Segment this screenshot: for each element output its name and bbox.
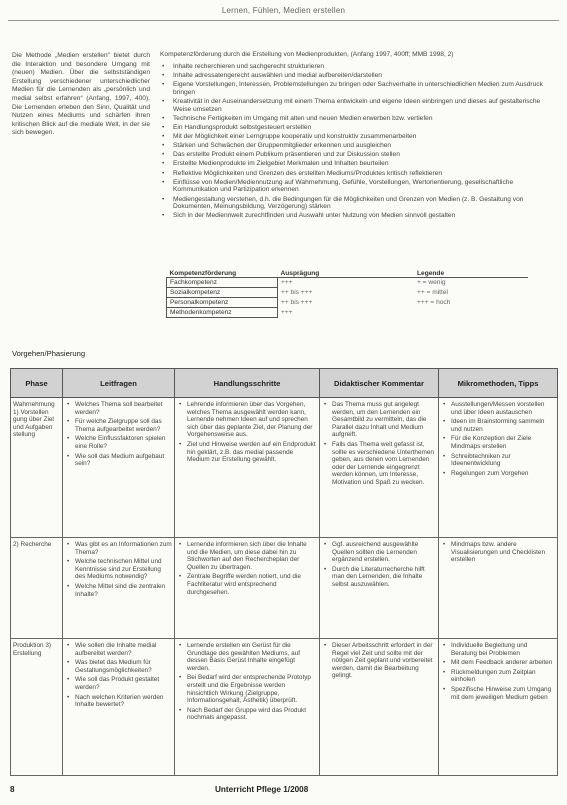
- competence-heading: Kompetenzförderung durch die Erstellung von Medienprodukten, (Anfang 1997, 400ff; MMB 1998, 2): [160, 51, 454, 58]
- kommentar-list: [322, 642, 436, 680]
- procedure-table-header: [11, 369, 558, 398]
- competence-cell: +++: [281, 279, 293, 287]
- table-row: [11, 639, 558, 776]
- competence-item: • Mediengestaltung verstehen, d.h. die Bedingungen für die Möglichkeiten und Grenzen von Medien (z. B. Gestaltung von Dokumenten, Meinungsbildung, Verzögerung) stärken: [160, 196, 558, 212]
- list-item: • Was gibt es an Informationen zum Thema?: [65, 541, 172, 556]
- leitfragen-cell: [63, 639, 175, 776]
- competence-row: [167, 278, 529, 288]
- leitfragen-list: [65, 401, 172, 468]
- list-item: • Das Thema muss gut angelegt werden, um den Lernenden ein Gesamtbild zu vermitteln, das die Parallel dazu Inhalt und Medium aufgreift.: [322, 401, 436, 439]
- competence-header-1: Kompetenzförderung: [167, 269, 278, 278]
- competence-item: • Reflektive Möglichkeiten und Grenzen des erstellten Mediums/Produktes kritisch reflektieren: [160, 170, 558, 178]
- list-item: • Regelungen zum Vorgehen: [441, 470, 555, 478]
- tipps-list: [441, 642, 555, 701]
- leitfragen-cell: [63, 398, 175, 538]
- list-item: • Welche technischen Mittel und Kenntnisse sind zur Erstellung des Mediums notwendig?: [65, 558, 172, 581]
- handlung-list: [177, 642, 317, 722]
- competence-cell: ++ bis +++: [281, 289, 313, 296]
- procedure-table-body: [11, 398, 558, 776]
- competence-cell: [414, 308, 528, 318]
- list-item: • Spezifische Hinweise zum Umgang mit dem jeweiligen Medium geben: [441, 686, 555, 701]
- procedure-table: [10, 368, 558, 776]
- competence-cell: ++ = mittel: [417, 289, 448, 296]
- handlung-cell: [175, 538, 320, 639]
- list-item: • Lernende erstellen ein Gerüst für die Grundlage des gewählten Mediums, auf dessen Basis Gerüst Inhalte eingefügt werden.: [177, 642, 317, 672]
- handlung-cell: [175, 398, 320, 538]
- handlung-list: [177, 541, 317, 596]
- phase-cell: Produktion 3) Erstellung: [11, 639, 63, 776]
- competence-item: • Stärken und Schwächen der Gruppenmitglieder erkennen und ausgleichen: [160, 142, 558, 150]
- leitfragen-list: [65, 642, 172, 709]
- table-row: [11, 398, 558, 538]
- list-item: • Ggf. ausreichend ausgewählte Quellen sollten die Lernenden ergänzend erstellen.: [322, 541, 436, 564]
- competence-item: • Inhalte recherchieren und sachgerecht strukturieren: [160, 63, 558, 71]
- competence-cell: Fachkompetenz: [167, 278, 278, 288]
- competence-cell: +++ = hoch: [417, 299, 451, 306]
- competence-item: • Technische Fertigkeiten im Umgang mit alten und neuen Medien erwerben bzw. vertiefen: [160, 115, 558, 123]
- section-title: Vorgehen/Phasierung: [12, 349, 86, 358]
- competence-cell: Sozialkompetenz: [167, 288, 278, 298]
- list-item: • Individuelle Begleitung und Beratung bei Problemen: [441, 642, 555, 657]
- kommentar-list: [322, 401, 436, 487]
- competence-row: [167, 298, 529, 308]
- column-header-phase: Phase: [11, 369, 63, 398]
- header-rule: [8, 20, 559, 21]
- phase-cell: Wahrnehmung 1) Vorstellen gung über Ziel und Aufgaben stellung: [11, 398, 63, 538]
- handlung-cell: [175, 639, 320, 776]
- kommentar-cell: [320, 398, 439, 538]
- tipps-cell: [439, 398, 558, 538]
- table-row: [11, 538, 558, 639]
- column-header-handlungsschritte: Handlungsschritte: [175, 369, 320, 398]
- list-item: • Wie sollen die Inhalte medial aufbereitet werden?: [65, 642, 172, 657]
- kommentar-list: [322, 541, 436, 589]
- tipps-cell: [439, 639, 558, 776]
- competence-item: • Einflüsse von Medien/Mediennutzung auf Wahrnehmung, Gefühle, Vorstellungen, Wertorientierung, gesellschaftliche Kommunikation und Partizipation erkennen: [160, 179, 558, 195]
- leitfragen-cell: [63, 538, 175, 639]
- list-item: • Für die Konzeption der Ziele Mindmaps erstellen: [441, 435, 555, 450]
- competence-item: • Erstellte Medienprodukte im Zielgebiet Merkmalen und Inhalten beurteilen: [160, 160, 558, 168]
- list-item: • Welche Mittel sind die zentralen Inhalte?: [65, 583, 172, 598]
- competence-item: • Ein Handlungsprodukt selbstgesteuert erstellen: [160, 124, 558, 132]
- list-item: • Wie soll das Medium aufgebaut sein?: [65, 453, 172, 468]
- intro-text: Die Methode „Medien erstellen“ bietet durch die Interaktion und besondere Umgang mit (neuen) Medien. Über die selbstständigen Erstellung verschiedener unterschiedlicher Medien für die Lernenden als „persönlich und medial selbst erfahren“ (Anfang, 1997, 400). Die Lernenden erleben den Sinn, Qualität und Nutzen eines Mediums und schärfen ihren kritischen Blick auf die mediale Welt, in der sie sich bewegen.: [12, 52, 150, 137]
- list-item: • Lernende informieren sich über die Inhalte und die Medien, um diese dabei hin zu Stichworten auf den Rechercheplan der Quellen zu übertragen.: [177, 541, 317, 571]
- journal-title: Unterricht Pflege 1/2008: [215, 785, 309, 794]
- competence-cell: ++ bis +++: [281, 299, 313, 306]
- list-item: • Welches Thema soll bearbeitet werden?: [65, 401, 172, 416]
- list-item: • Ausstellungen/Messen vorstellen und über Ideen austauschen: [441, 401, 555, 416]
- list-item: • Durch die Literaturrecherche hilft man den Lernenden, die Inhalte selbst auszuwählen.: [322, 566, 436, 589]
- competence-item: • Inhalte adressatengerecht auswählen und medial aufbereiten/darstellen: [160, 72, 558, 80]
- list-item: • Dieser Arbeitsschritt erfordert in der Regel viel Zeit und sollte mit der nötigen Zeit geplant und vorbereitet werden, damit die Bearbeitung gelingt.: [322, 642, 436, 680]
- list-item: • Bei Bedarf wird der entsprechende Prototyp erstellt und die Ergebnisse werden hinsichtlich Wirkung (Zielgruppe, Informationsgehalt, Ästhetik) überprüft.: [177, 674, 317, 704]
- list-item: • Nach welchen Kriterien werden Inhalte bewertet?: [65, 694, 172, 709]
- competence-header-2: Ausprägung: [278, 269, 415, 278]
- list-item: • Mindmaps bzw. andere Visualisierungen und Checklisten erstellen: [441, 541, 555, 564]
- running-header: Lernen, Fühlen, Medien erstellen: [221, 6, 346, 15]
- list-item: • Für welche Zielgruppe soll das Thema aufgearbeitet werden?: [65, 418, 172, 433]
- leitfragen-list: [65, 541, 172, 598]
- list-item: • Was bietet das Medium für Gestaltungsmöglichkeiten?: [65, 659, 172, 674]
- column-header-leitfragen: Leitfragen: [63, 369, 175, 398]
- competence-cell: +++: [281, 309, 293, 316]
- kommentar-cell: [320, 538, 439, 639]
- competence-cell: Methodenkompetenz: [167, 308, 278, 318]
- competence-item: • Das erstellte Produkt einem Publikum präsentieren und zur Diskussion stellen: [160, 151, 558, 159]
- handlung-list: [177, 401, 317, 464]
- list-item: • Ziel und Hinweise werden auf ein Endprodukt hin geklärt, z.B. das medial passende Medium zur Erstellung gewählt.: [177, 441, 317, 464]
- competence-item: • Eigene Vorstellungen, Interessen, Problemstellungen zu bringen oder Sachverhalte in unterschiedlichen Medien zum Ausdruck bringen: [160, 81, 558, 97]
- competence-section: [160, 51, 558, 222]
- page-number: 8: [10, 785, 15, 794]
- column-header-kommentar: Didaktischer Kommentar: [320, 369, 439, 398]
- competence-table-header: [167, 269, 529, 278]
- list-item: • Lehrende informieren über das Vorgehen, welches Thema ausgewählt werden kann, Lernende nehmen Ideen auf und sprechen sich über das geplante Ziel, der Planung der Vorgehensweise aus.: [177, 401, 317, 439]
- competence-cell: Personalkompetenz: [167, 298, 278, 308]
- competence-cell: + = wenig: [417, 279, 446, 287]
- competence-item: • Sich in der Mediennwelt zurechtfinden und Auswahl unter Nutzung von Medien sinnvoll gestalten: [160, 212, 558, 220]
- tipps-list: [441, 401, 555, 477]
- phase-cell: 2) Recherche: [11, 538, 63, 639]
- list-item: • Zentrale Begriffe werden notiert, und die Fachliteratur wird entsprechend durchgesehen.: [177, 573, 317, 596]
- competence-row: [167, 288, 529, 298]
- column-header-tipps: Mikromethoden, Tipps: [439, 369, 558, 398]
- competence-list: [160, 63, 558, 220]
- tipps-list: [441, 541, 555, 564]
- list-item: • Nach Bedarf der Gruppe wird das Produkt nochmals angepasst.: [177, 707, 317, 722]
- list-item: • Mit dem Feedback anderer arbeiten: [441, 659, 555, 667]
- list-item: • Rückmeldungen zum Zeitplan einholen: [441, 669, 555, 684]
- list-item: • Ideen im Brainstorming sammeln und nutzen: [441, 418, 555, 433]
- competence-item: • Kreativität in der Auseinandersetzung mit einem Thema entwickeln und eigene Ideen einbringen und dieses auf gestalterische Weise umsetzen: [160, 98, 558, 114]
- competence-header-3: Legende: [414, 269, 528, 278]
- competence-row: [167, 308, 529, 318]
- list-item: • Schreibtechniken zur Ideenentwicklung: [441, 453, 555, 468]
- list-item: • Welche Einflussfaktoren spielen eine Rolle?: [65, 435, 172, 450]
- list-item: • Falls das Thema weit gefasst ist, sollte es verschiedene Unterthemen geben, aus denen vom Lernenden oder der Lernende eingegrenzt werden können, um Interesse, Motivation und Spaß zu wecken.: [322, 441, 436, 487]
- kommentar-cell: [320, 639, 439, 776]
- tipps-cell: [439, 538, 558, 639]
- competence-table: [166, 269, 528, 318]
- list-item: • Wie soll das Produkt gestaltet werden?: [65, 676, 172, 691]
- competence-item: • Mit der Möglichkeit einer Lerngruppe kooperativ und konstruktiv zusammenarbeiten: [160, 133, 558, 141]
